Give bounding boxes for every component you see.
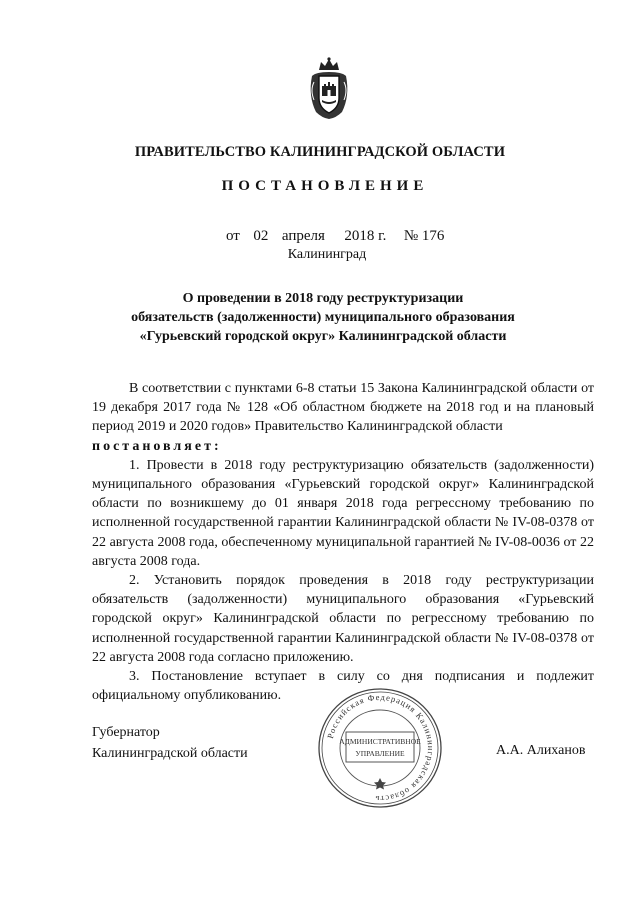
signer-position — [92, 722, 248, 764]
date-month: апреля — [281, 228, 325, 244]
signer-position-line: Губернатор — [92, 725, 160, 740]
item-paragraph: 1. Провести в 2018 году реструктуризацию обязательств (задолженности) муниципального образования «Гурьевский городской округ» Калининградской области по возникшему до 01 января 2018 года регрессному требованию по исполненной государственной гарантии Калининградской области № IV-08-0378 от 22 августа 2008 года, обеспеченному муниципальной гарантией № IV-08-0036 от 22 августа 2008 года. — [92, 457, 594, 569]
seal-ring-text: Российская Федерация Калининградская область — [325, 691, 437, 805]
title-line: обязательств (задолженности) муниципального образования — [131, 310, 515, 325]
city: Калининград — [287, 247, 367, 262]
document-title — [0, 289, 640, 346]
preamble-text: В соответствии с пунктами 6-8 статьи 15 Закона Калининградской области от 19 декабря 2017 года № 128 «Об областном бюджете на 2018 год и на плановый период 2019 и 2020 годов» Правительство Калининградской области — [92, 381, 594, 435]
organization-title: ПРАВИТЕЛЬСТВО КАЛИНИНГРАДСКОЙ ОБЛАСТИ — [134, 144, 506, 160]
seal-inner-line: АДМИНИСТРАТИВНОЕ — [339, 737, 421, 746]
document-type: ПОСТАНОВЛЕНИЕ — [221, 178, 429, 194]
official-seal-icon — [316, 686, 444, 810]
date-day: 02 — [253, 228, 269, 244]
date-line — [226, 228, 444, 245]
item-paragraph: 3. Постановление вступает в силу со дня подписания и подлежит официальному опубликованию. — [92, 669, 594, 704]
date-year: 2018 г. — [344, 228, 387, 244]
title-line: О проведении в 2018 году реструктуризации — [182, 291, 464, 306]
document-body — [92, 379, 594, 705]
preamble-paragraph — [92, 379, 594, 456]
signer-position-line: Калининградской области — [92, 746, 248, 761]
signer-name: А.А. Алиханов — [496, 743, 586, 758]
item-paragraph: 2. Установить порядок проведения в 2018 году реструктуризации обязательств (задолженности) муниципального образования «Гурьевский городской округ» Калининградской области по регрессному требованию по исполненной государственной гарантии Калининградской области № IV-08-0378 от 22 августа 2008 года согласно приложению. — [92, 573, 594, 665]
document-number: № 176 — [403, 228, 445, 244]
coat-of-arms-icon — [306, 56, 352, 120]
decree-word: постановляет: — [92, 438, 222, 454]
date-prefix: от — [226, 228, 240, 244]
seal-inner-line: УПРАВЛЕНИЕ — [355, 749, 405, 758]
title-line: «Гурьевский городской округ» Калининградской области — [139, 329, 507, 344]
